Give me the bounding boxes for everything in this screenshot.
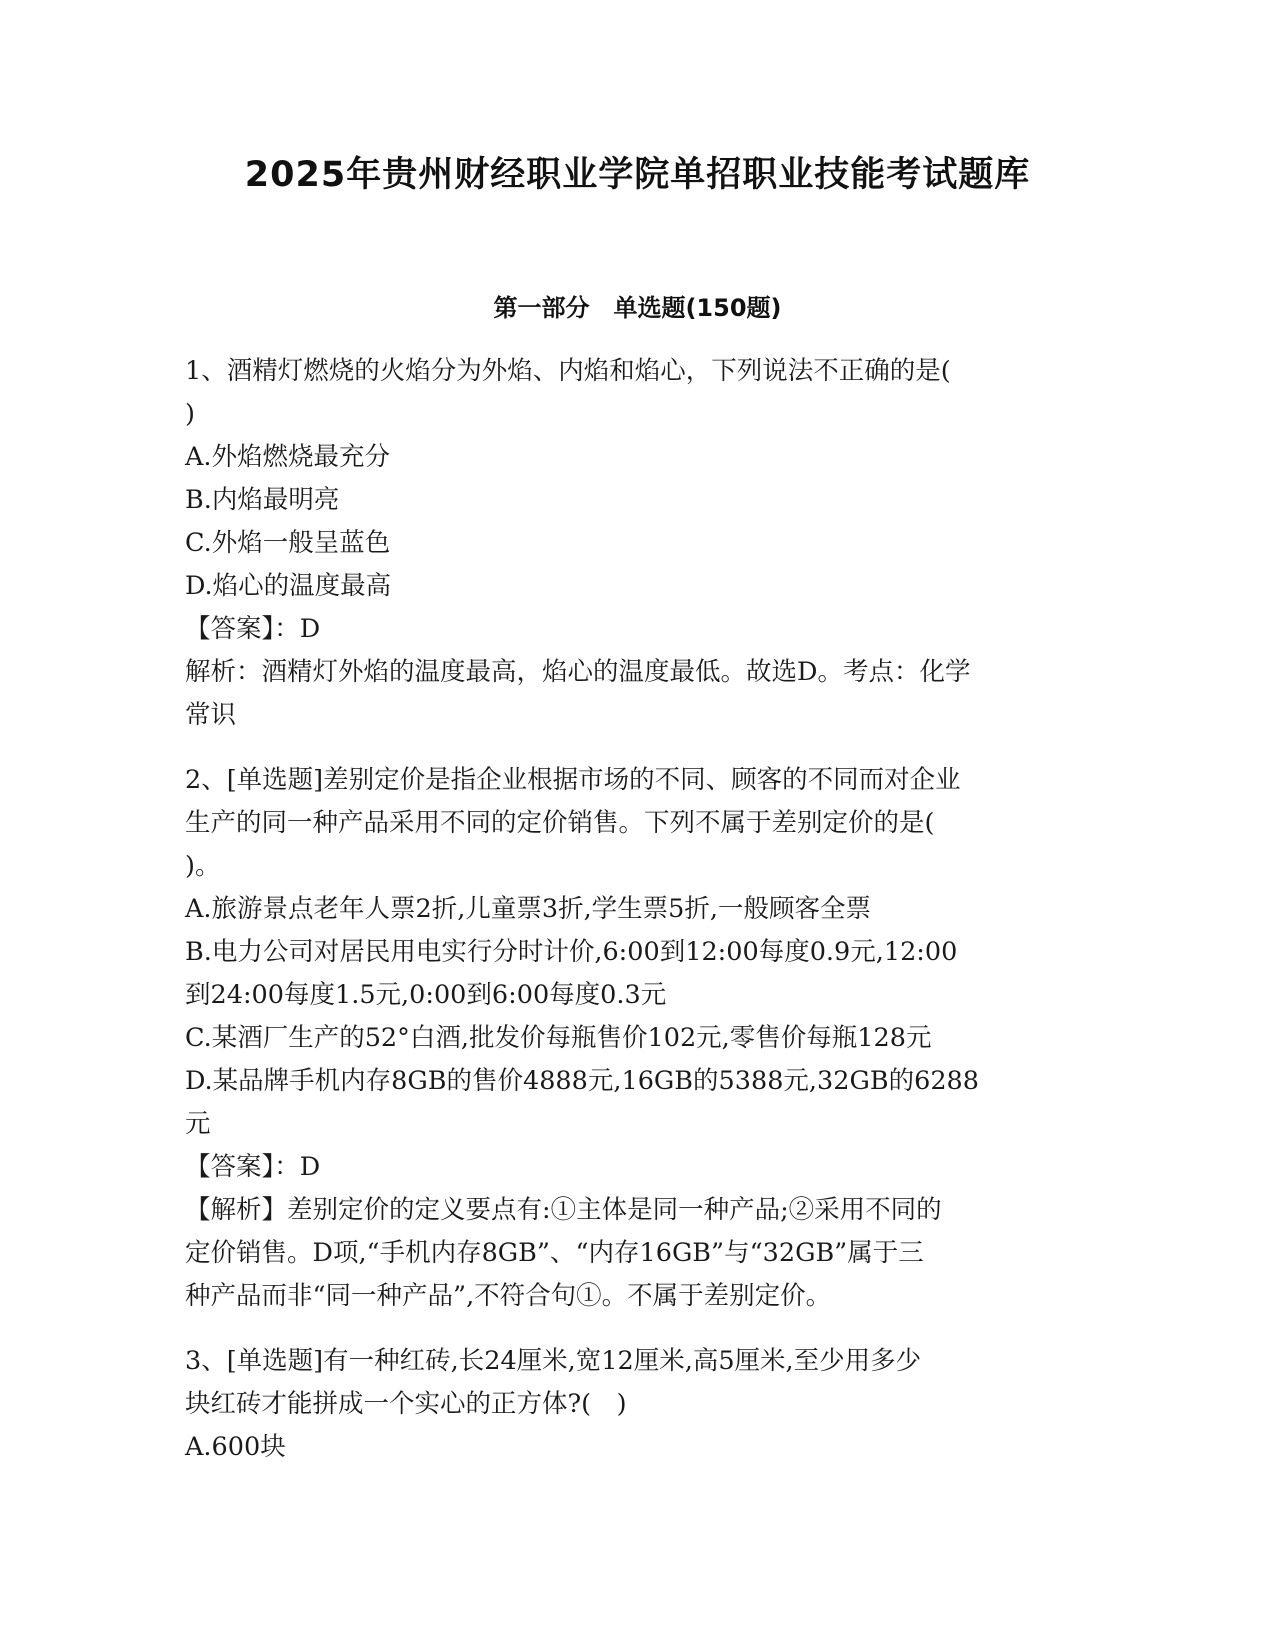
question-separator (185, 737, 1085, 759)
question-stem-line: 2、[单选题]差别定价是指企业根据市场的不同、顾客的不同而对企业 (185, 765, 961, 795)
question-separator (185, 1318, 1085, 1340)
question-2 (185, 759, 1085, 1318)
option-a: A.600块 (185, 1432, 286, 1462)
question-stem-line: )。 (185, 851, 221, 881)
option-a: A.外焰燃烧最充分 (185, 442, 391, 472)
option-c: C.外焰一般呈蓝色 (185, 528, 391, 558)
question-stem-line: 块红砖才能拼成一个实心的正方体?( ) (185, 1389, 627, 1419)
option-c: C.某酒厂生产的52°白酒,批发价每瓶售价102元,零售价每瓶128元 (185, 1023, 932, 1053)
question-1 (185, 350, 1085, 737)
explanation-line: 定价销售。D项,“手机内存8GB”、“内存16GB”与“32GB”属于三 (185, 1238, 924, 1268)
option-b: B.电力公司对居民用电实行分时计价,6:00到12:00每度0.9元,12:00 (185, 937, 958, 967)
option-b: B.内焰最明亮 (185, 485, 340, 515)
explanation-line: 常识 (185, 700, 237, 730)
option-d: D.某品牌手机内存8GB的售价4888元,16GB的5388元,32GB的6288 (185, 1066, 979, 1096)
explanation-line: 【解析】差别定价的定义要点有:①主体是同一种产品;②采用不同的 (185, 1195, 942, 1225)
option-b-continued: 到24:00每度1.5元,0:00到6:00每度0.3元 (185, 980, 667, 1010)
option-d: D.焰心的温度最高 (185, 571, 392, 601)
answer-line: 【答案】：D (185, 1152, 321, 1182)
question-list (185, 350, 1085, 1469)
question-stem-line: 1、酒精灯燃烧的火焰分为外焰、内焰和焰心，下列说法不正确的是( (185, 356, 951, 386)
document-title: 2025年贵州财经职业学院单招职业技能考试题库 (244, 155, 1031, 195)
section-title: 第一部分 单选题(150题) (493, 294, 782, 322)
question-stem-line: 3、[单选题]有一种红砖,长24厘米,宽12厘米,高5厘米,至少用多少 (185, 1346, 922, 1376)
explanation-line: 种产品而非“同一种产品”,不符合句①。不属于差别定价。 (185, 1281, 832, 1311)
question-stem-line: ) (185, 399, 195, 429)
explanation-line: 解析：酒精灯外焰的温度最高，焰心的温度最低。故选D。考点：化学 (185, 657, 971, 687)
option-d-continued: 元 (185, 1109, 211, 1139)
question-3 (185, 1340, 1085, 1469)
answer-line: 【答案】：D (185, 614, 321, 644)
option-a: A.旅游景点老年人票2折,儿童票3折,学生票5折,一般顾客全票 (185, 894, 872, 924)
question-stem-line: 生产的同一种产品采用不同的定价销售。下列不属于差别定价的是( (185, 808, 935, 838)
